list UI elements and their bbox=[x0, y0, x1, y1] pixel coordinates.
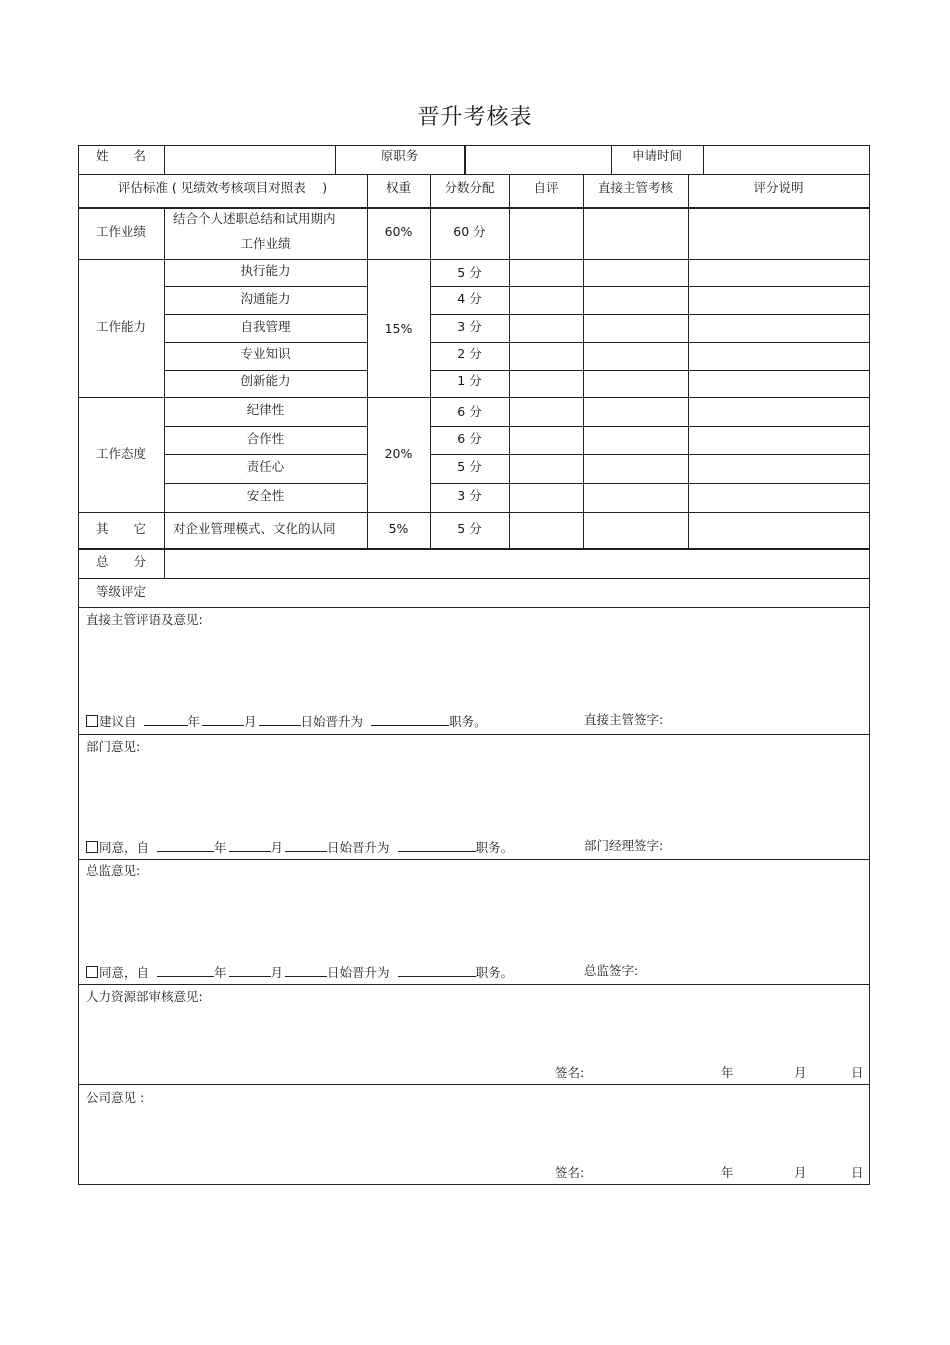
name-field[interactable] bbox=[166, 146, 334, 173]
divider bbox=[78, 1084, 870, 1085]
attitude-item-score: 5 分 bbox=[457, 459, 482, 474]
apply-time-field[interactable] bbox=[705, 146, 868, 173]
position-blank[interactable] bbox=[398, 838, 476, 852]
supervisor-sign-label: 直接主管签字: bbox=[584, 712, 664, 727]
divider bbox=[464, 145, 466, 174]
attitude-item-score: 6 分 bbox=[457, 404, 482, 419]
ability-weight: 15% bbox=[384, 321, 413, 336]
divider bbox=[78, 174, 870, 175]
grade-field[interactable] bbox=[166, 580, 868, 606]
divider bbox=[78, 578, 870, 579]
director-approve-line bbox=[86, 963, 513, 981]
apply-time-label: 申请时间 bbox=[631, 148, 682, 163]
duty-text: 职务。 bbox=[475, 965, 514, 980]
divider bbox=[164, 145, 165, 174]
hr-day-label: 日 bbox=[851, 1065, 864, 1080]
month-blank[interactable] bbox=[229, 838, 271, 852]
checkbox[interactable] bbox=[86, 841, 98, 853]
other-item: 对企业管理模式、文化的认同 bbox=[173, 521, 336, 536]
ability-item-score: 2 分 bbox=[457, 346, 482, 361]
page-title: 晋升考核表 bbox=[417, 105, 533, 130]
ability-item-score: 1 分 bbox=[457, 373, 482, 388]
position-blank[interactable] bbox=[371, 712, 449, 726]
ability-item-score: 4 分 bbox=[457, 291, 482, 306]
divider bbox=[430, 286, 870, 287]
month-blank[interactable] bbox=[202, 712, 244, 726]
ability-item: 自我管理 bbox=[240, 319, 291, 334]
total-field[interactable] bbox=[166, 551, 868, 577]
ability-item: 专业知识 bbox=[240, 346, 291, 361]
company-heading: 公司意见 : bbox=[86, 1090, 145, 1105]
total-label: 总 分 bbox=[95, 554, 146, 569]
director-sign-label: 总监签字: bbox=[584, 963, 639, 978]
performance-item-line1: 结合个人述职总结和试用期内 bbox=[173, 211, 336, 226]
attitude-item: 纪律性 bbox=[246, 402, 285, 417]
year-text: 年 bbox=[187, 714, 201, 729]
day-blank[interactable] bbox=[259, 712, 301, 726]
attitude-item: 安全性 bbox=[246, 488, 285, 503]
day-blank[interactable] bbox=[285, 838, 327, 852]
performance-weight: 60% bbox=[384, 224, 413, 239]
divider bbox=[703, 145, 704, 174]
divider bbox=[430, 370, 870, 371]
year-text: 年 bbox=[214, 965, 227, 980]
hr-month-label: 月 bbox=[794, 1065, 807, 1080]
day-text: 日始晋升为 bbox=[327, 965, 390, 980]
company-sign-label: 签名: bbox=[555, 1165, 585, 1180]
ability-item: 创新能力 bbox=[240, 373, 291, 388]
ability-item-score: 5 分 bbox=[457, 265, 482, 280]
border-right bbox=[869, 145, 870, 1185]
border-left bbox=[78, 145, 79, 1185]
hr-heading: 人力资源部审核意见: bbox=[86, 989, 203, 1004]
performance-score: 60 分 bbox=[453, 224, 486, 239]
month-text: 月 bbox=[270, 840, 284, 855]
ability-item: 执行能力 bbox=[240, 263, 291, 278]
company-year-label: 年 bbox=[721, 1165, 734, 1180]
attitude-item-score: 6 分 bbox=[457, 431, 482, 446]
day-blank[interactable] bbox=[285, 963, 327, 977]
score-allocation-header: 分数分配 bbox=[444, 180, 495, 195]
divider bbox=[78, 607, 870, 608]
year-text: 年 bbox=[214, 840, 227, 855]
original-position-field[interactable] bbox=[467, 146, 610, 173]
divider bbox=[78, 734, 870, 735]
day-text: 日始晋升为 bbox=[327, 840, 390, 855]
divider bbox=[164, 426, 368, 427]
year-blank[interactable] bbox=[157, 838, 214, 852]
month-text: 月 bbox=[244, 714, 257, 729]
department-sign-label: 部门经理签字: bbox=[584, 838, 664, 853]
month-blank[interactable] bbox=[229, 963, 271, 977]
supervisor-evaluation-header: 直接主管考核 bbox=[597, 180, 673, 195]
attitude-item-score: 3 分 bbox=[457, 488, 482, 503]
other-score: 5 分 bbox=[457, 521, 482, 536]
divider bbox=[430, 483, 870, 484]
divider bbox=[78, 984, 870, 985]
day-text: 日始晋升为 bbox=[300, 714, 364, 729]
checkbox[interactable] bbox=[86, 966, 98, 978]
divider bbox=[164, 370, 368, 371]
duty-text: 职务。 bbox=[475, 840, 514, 855]
attitude-label: 工作态度 bbox=[95, 446, 146, 461]
approve-prefix: 同意，自 bbox=[99, 840, 150, 855]
position-blank[interactable] bbox=[398, 963, 476, 977]
supervisor-recommend-line bbox=[86, 712, 487, 730]
divider bbox=[164, 454, 368, 455]
year-blank[interactable] bbox=[144, 712, 188, 726]
divider bbox=[164, 286, 368, 287]
attitude-item: 责任心 bbox=[246, 459, 285, 474]
hr-sign-label: 签名: bbox=[555, 1065, 585, 1080]
attitude-weight: 20% bbox=[384, 446, 413, 461]
director-heading: 总监意见: bbox=[86, 863, 141, 878]
performance-label: 工作业绩 bbox=[95, 224, 146, 239]
department-heading: 部门意见: bbox=[86, 739, 141, 754]
ability-label: 工作能力 bbox=[95, 319, 146, 334]
other-weight: 5% bbox=[388, 521, 409, 536]
divider bbox=[430, 314, 870, 315]
year-blank[interactable] bbox=[157, 963, 214, 977]
divider bbox=[78, 397, 870, 398]
divider bbox=[688, 174, 689, 549]
divider bbox=[509, 174, 510, 549]
name-label: 姓 名 bbox=[95, 148, 146, 163]
company-month-label: 月 bbox=[794, 1165, 807, 1180]
approve-prefix: 同意，自 bbox=[99, 965, 150, 980]
divider bbox=[78, 207, 870, 209]
border-bottom bbox=[78, 1184, 870, 1185]
divider bbox=[78, 512, 870, 513]
month-text: 月 bbox=[270, 965, 284, 980]
ability-item: 沟通能力 bbox=[240, 291, 291, 306]
divider bbox=[78, 548, 870, 550]
divider bbox=[164, 342, 368, 343]
department-approve-line bbox=[86, 838, 513, 856]
recommend-prefix: 建议自 bbox=[99, 714, 137, 729]
divider bbox=[164, 483, 368, 484]
criteria-header: 评估标准 ( 见绩效考核项目对照表 ) bbox=[117, 180, 328, 195]
performance-item-line2: 工作业绩 bbox=[240, 236, 291, 251]
duty-text: 职务。 bbox=[449, 714, 487, 729]
divider bbox=[430, 426, 870, 427]
ability-item-score: 3 分 bbox=[457, 319, 482, 334]
checkbox[interactable] bbox=[86, 715, 98, 727]
divider bbox=[164, 314, 368, 315]
original-position-label: 原职务 bbox=[380, 148, 419, 163]
divider bbox=[583, 174, 584, 549]
company-day-label: 日 bbox=[851, 1165, 864, 1180]
divider bbox=[430, 454, 870, 455]
grade-label: 等级评定 bbox=[95, 584, 146, 599]
self-evaluation-header: 自评 bbox=[533, 180, 559, 195]
divider bbox=[78, 259, 870, 260]
weight-header: 权重 bbox=[385, 180, 411, 195]
score-note-header: 评分说明 bbox=[753, 180, 804, 195]
hr-year-label: 年 bbox=[721, 1065, 734, 1080]
supervisor-heading: 直接主管评语及意见: bbox=[86, 612, 203, 627]
attitude-item: 合作性 bbox=[246, 431, 285, 446]
other-label: 其 它 bbox=[95, 521, 146, 536]
divider bbox=[78, 859, 870, 860]
divider bbox=[430, 342, 870, 343]
